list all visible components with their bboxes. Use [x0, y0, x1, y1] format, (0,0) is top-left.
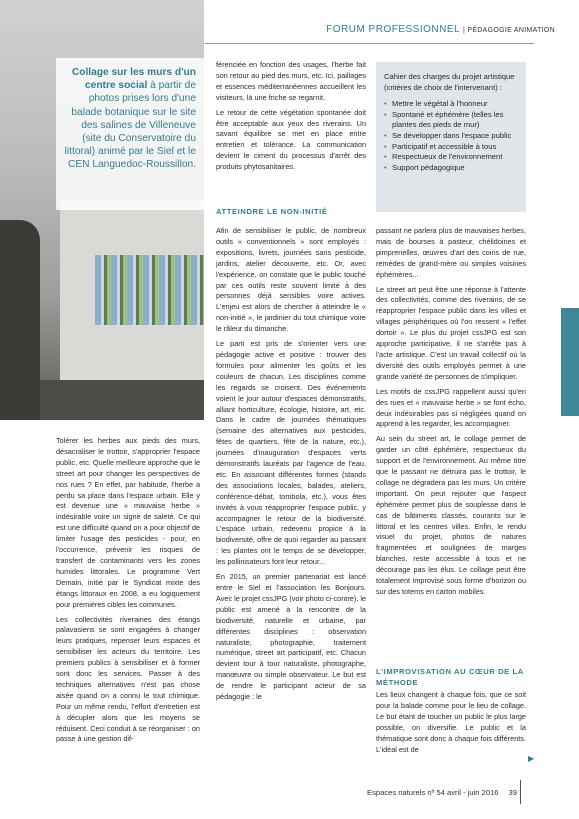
- section-tab: [561, 308, 579, 416]
- paragraph: férenciée en fonction des usages, l'herbe fait son retour au pied des murs, etc. Ici, paillages et essences méditerranéennes accueillent les visiteurs, là une friche se regarnit.: [216, 60, 366, 102]
- column-1: [56, 436, 200, 749]
- column-2: [216, 226, 366, 707]
- list-item: • Mettre le végétal à l'honneur: [384, 99, 518, 110]
- header-rule: [205, 43, 534, 44]
- page-footer: [367, 788, 517, 797]
- header-title: FORUM PROFESSIONNEL: [326, 24, 460, 35]
- column-3-bottom: [376, 690, 526, 759]
- list-item: • Se développer dans l'espace public: [384, 131, 518, 142]
- header-section: | PÉDAGOGIE ANIMATION: [462, 27, 555, 34]
- page-header: [326, 24, 555, 35]
- box-title: Cahier des charges du projet artistique (critères de choix de l'intervenant) :: [384, 72, 515, 92]
- section-heading: L'IMPROVISATION AU CŒUR DE LA MÉTHODE: [376, 667, 524, 687]
- photo-mural: [95, 255, 204, 325]
- list-item: • Participatif et accessible à tous: [384, 142, 518, 153]
- footer-rule: [520, 780, 521, 804]
- footer-text: Espaces naturels nº 54 avril - juin 2016: [367, 788, 499, 797]
- list-item: • Support pédagogique: [384, 163, 518, 174]
- page-number: 39: [508, 788, 517, 797]
- paragraph: Le parti est pris de s'orienter vers une pédagogie active et positive : trouver des formules pour alimenter les goûts et les couleurs de chacun. Les disciplines comme les regards se croisent. Des événements voient le jour autour d'espaces démonstratifs, alliant horticulture, écologie, histoire, art, etc. Dans le cadre de journées thématiques (semaine des alternatives aux pesticides, fêtes de quartiers, fête de la nature, etc.), journées d'inauguration d'espaces verts démonstratifs lauréats par l'agence de l'eau, etc. En associant différentes formes (stands des associations locales, balades, ateliers, conférence-débat, tombola, etc.), vous êtes invités à vous réapproprier l'espace public, y accompagner le retour de la biodiversité. L'espace urbain, redevenu propice à la biodiversité, offre de quoi regarder au passant : les plantes ont le temps de se développer, les pollinisateurs font leur retour...: [216, 339, 366, 567]
- column-3: [376, 226, 526, 602]
- requirements-list: [384, 99, 518, 173]
- list-item: • Spontané et éphémère (telles les plantes des pieds de mur): [384, 110, 518, 131]
- column-2-top: [216, 60, 366, 177]
- paragraph: passant ne parlera plus de mauvaises herbes, mais de bourses à pasteur, chélidoines et pimprenelles, œuvres d'art des coins de rue, remèdes de grand-mère ou simples voisines éphémères...: [376, 226, 526, 279]
- paragraph: Les lieux changent à chaque fois, que ce soit pour la balade comme pour le lieu de collage. Le but étant de toucher un public le plus large possible, on diversifie. Le public et la thématique sont donc à chaque fois différents. L'idéal est de: [376, 690, 526, 754]
- list-item: • Respectueux de l'environnement: [384, 152, 518, 163]
- section-heading: ATTEINDRE LE NON-INITIÉ: [216, 207, 328, 216]
- caption-text: à partir de photos prises lors d'une balade botanique sur le site des salines de Villeneuve (site du Conservatoire du littoral) animé par le Siel et le CEN Languedoc-Roussillon.: [64, 80, 196, 171]
- paragraph: Le retour de cette végétation spontanée doit être acceptable aux yeux des riverains. Un savant équilibre se met en place entre entretien et tolérance. La communication devient le ciment du processus d'arrêt des produits phytosanitaires.: [216, 107, 366, 172]
- paragraph: Les collectivités riveraines des étangs palavasiens se sont engagées à changer leurs pratiques, repenser leurs espaces et sensibiliser les acteurs du territoire. Les premiers publics à sensibiliser et à former sont donc les services. Passer à des techniques alternatives n'est pas chose aisée quand on a connu le tout chimique. Pour un même rendu, l'effort d'entretien est à décupler alors que les moyens se réduisent. Ceci conduit à se réorganiser : on passe à une gestion dif-: [56, 614, 200, 744]
- continue-arrow-icon: ▶: [528, 754, 535, 763]
- photo-caption: [56, 58, 204, 210]
- paragraph: En 2015, un premier partenariat est lancé entre le Siel et l'association les Bonjours. Avec le projet cssJPG (voir photo ci-contre), le public est amené à la rencontre de la biodiversité, naturelle et urbaine, par différentes disciplines : observation naturaliste, photographie, traitement numérique, street art participatif, etc. Chacun devient tour à tour naturaliste, photographe, manœuvre ou simple observateur. Le but est de rendre le participant acteur de sa pédagogie : le: [216, 572, 366, 702]
- paragraph: Tolérer les herbes aux pieds des murs, désacraliser le trottoir, s'approprier l'espace public, etc. Quelle meilleure approche que le street art pour changer les perspectives de nos rues ? En effet, par habitude, l'herbe a perdu sa place dans l'espace urbain. Elle y est devenue une « mauvaise herbe » indésirable voire un signe de saleté. Ce qui est une difficulté quand on a pour objectif de limiter l'usage des pesticides - pour, en l'occurrence, prévenir les risques de transfert de contaminants vers les zones humides littorales. Le programme Vert Demain, initié par le Syndicat mixte des étangs littoraux en 2008, a eu logiquement pour premières cibles les communes.: [56, 436, 200, 609]
- photo-person: [0, 220, 40, 420]
- paragraph: Les motifs de cssJPG rappellent aussi qu'en des rues et « mauvaise herbe » se font écho, deux indésirables pas si négligées quand on apprend à les regarder, les accompagner.: [376, 386, 526, 429]
- paragraph: Afin de sensibiliser le public, de nombreux outils « conventionnels » sont employés : expositions, livrets, journées sans pesticide, jardins, atelier découverte, etc. Or, avec l'expérience, on constate que le public touché par ces outils reste souvent limité à des personnes déjà sensibles voire actives. L'enjeu est alors de chercher à atteindre le « non-initié », le jardinier du tout chimique voire le râleur du dimanche.: [216, 226, 366, 334]
- caption-bold: Collage sur les murs d'un centre social: [71, 67, 196, 92]
- paragraph: Au sein du street art, le collage permet de garder un côté éphémère, respectueux du support et de l'environnement. Au même titre que le passant ne détruira pas le trottoir, le collage ne dégradera pas les murs. Un critère important. On peut rejouter que l'aspect éphémère permet plus de souplesse dans le cas de bâtiments classés, courants sur le littoral et les centres villes. Enfin, le rendu visuel du projet, photos de natures fragmentées et soulignées de marges blanches, reste accessible à tous et ne décourage pas les élus. Le collage peut être totalement improvisé sous forme d'horizon ou sur des totems en carton mobiles.: [376, 434, 526, 596]
- requirements-box: [376, 62, 526, 212]
- paragraph: Le street art peut être une réponse à l'attente des collectivités, comme des riverains, de se réapproprier l'espace public dans les villes et villages périphériques où l'on ressent « l'effet dortoir ». Le plus du projet cssJPG est son approche participative, il ne s'arrête pas à l'acte artistique. C'est un travail collectif où la diversité des outils employés permet à une grande variété de personnes de s'impliquer.: [376, 284, 526, 381]
